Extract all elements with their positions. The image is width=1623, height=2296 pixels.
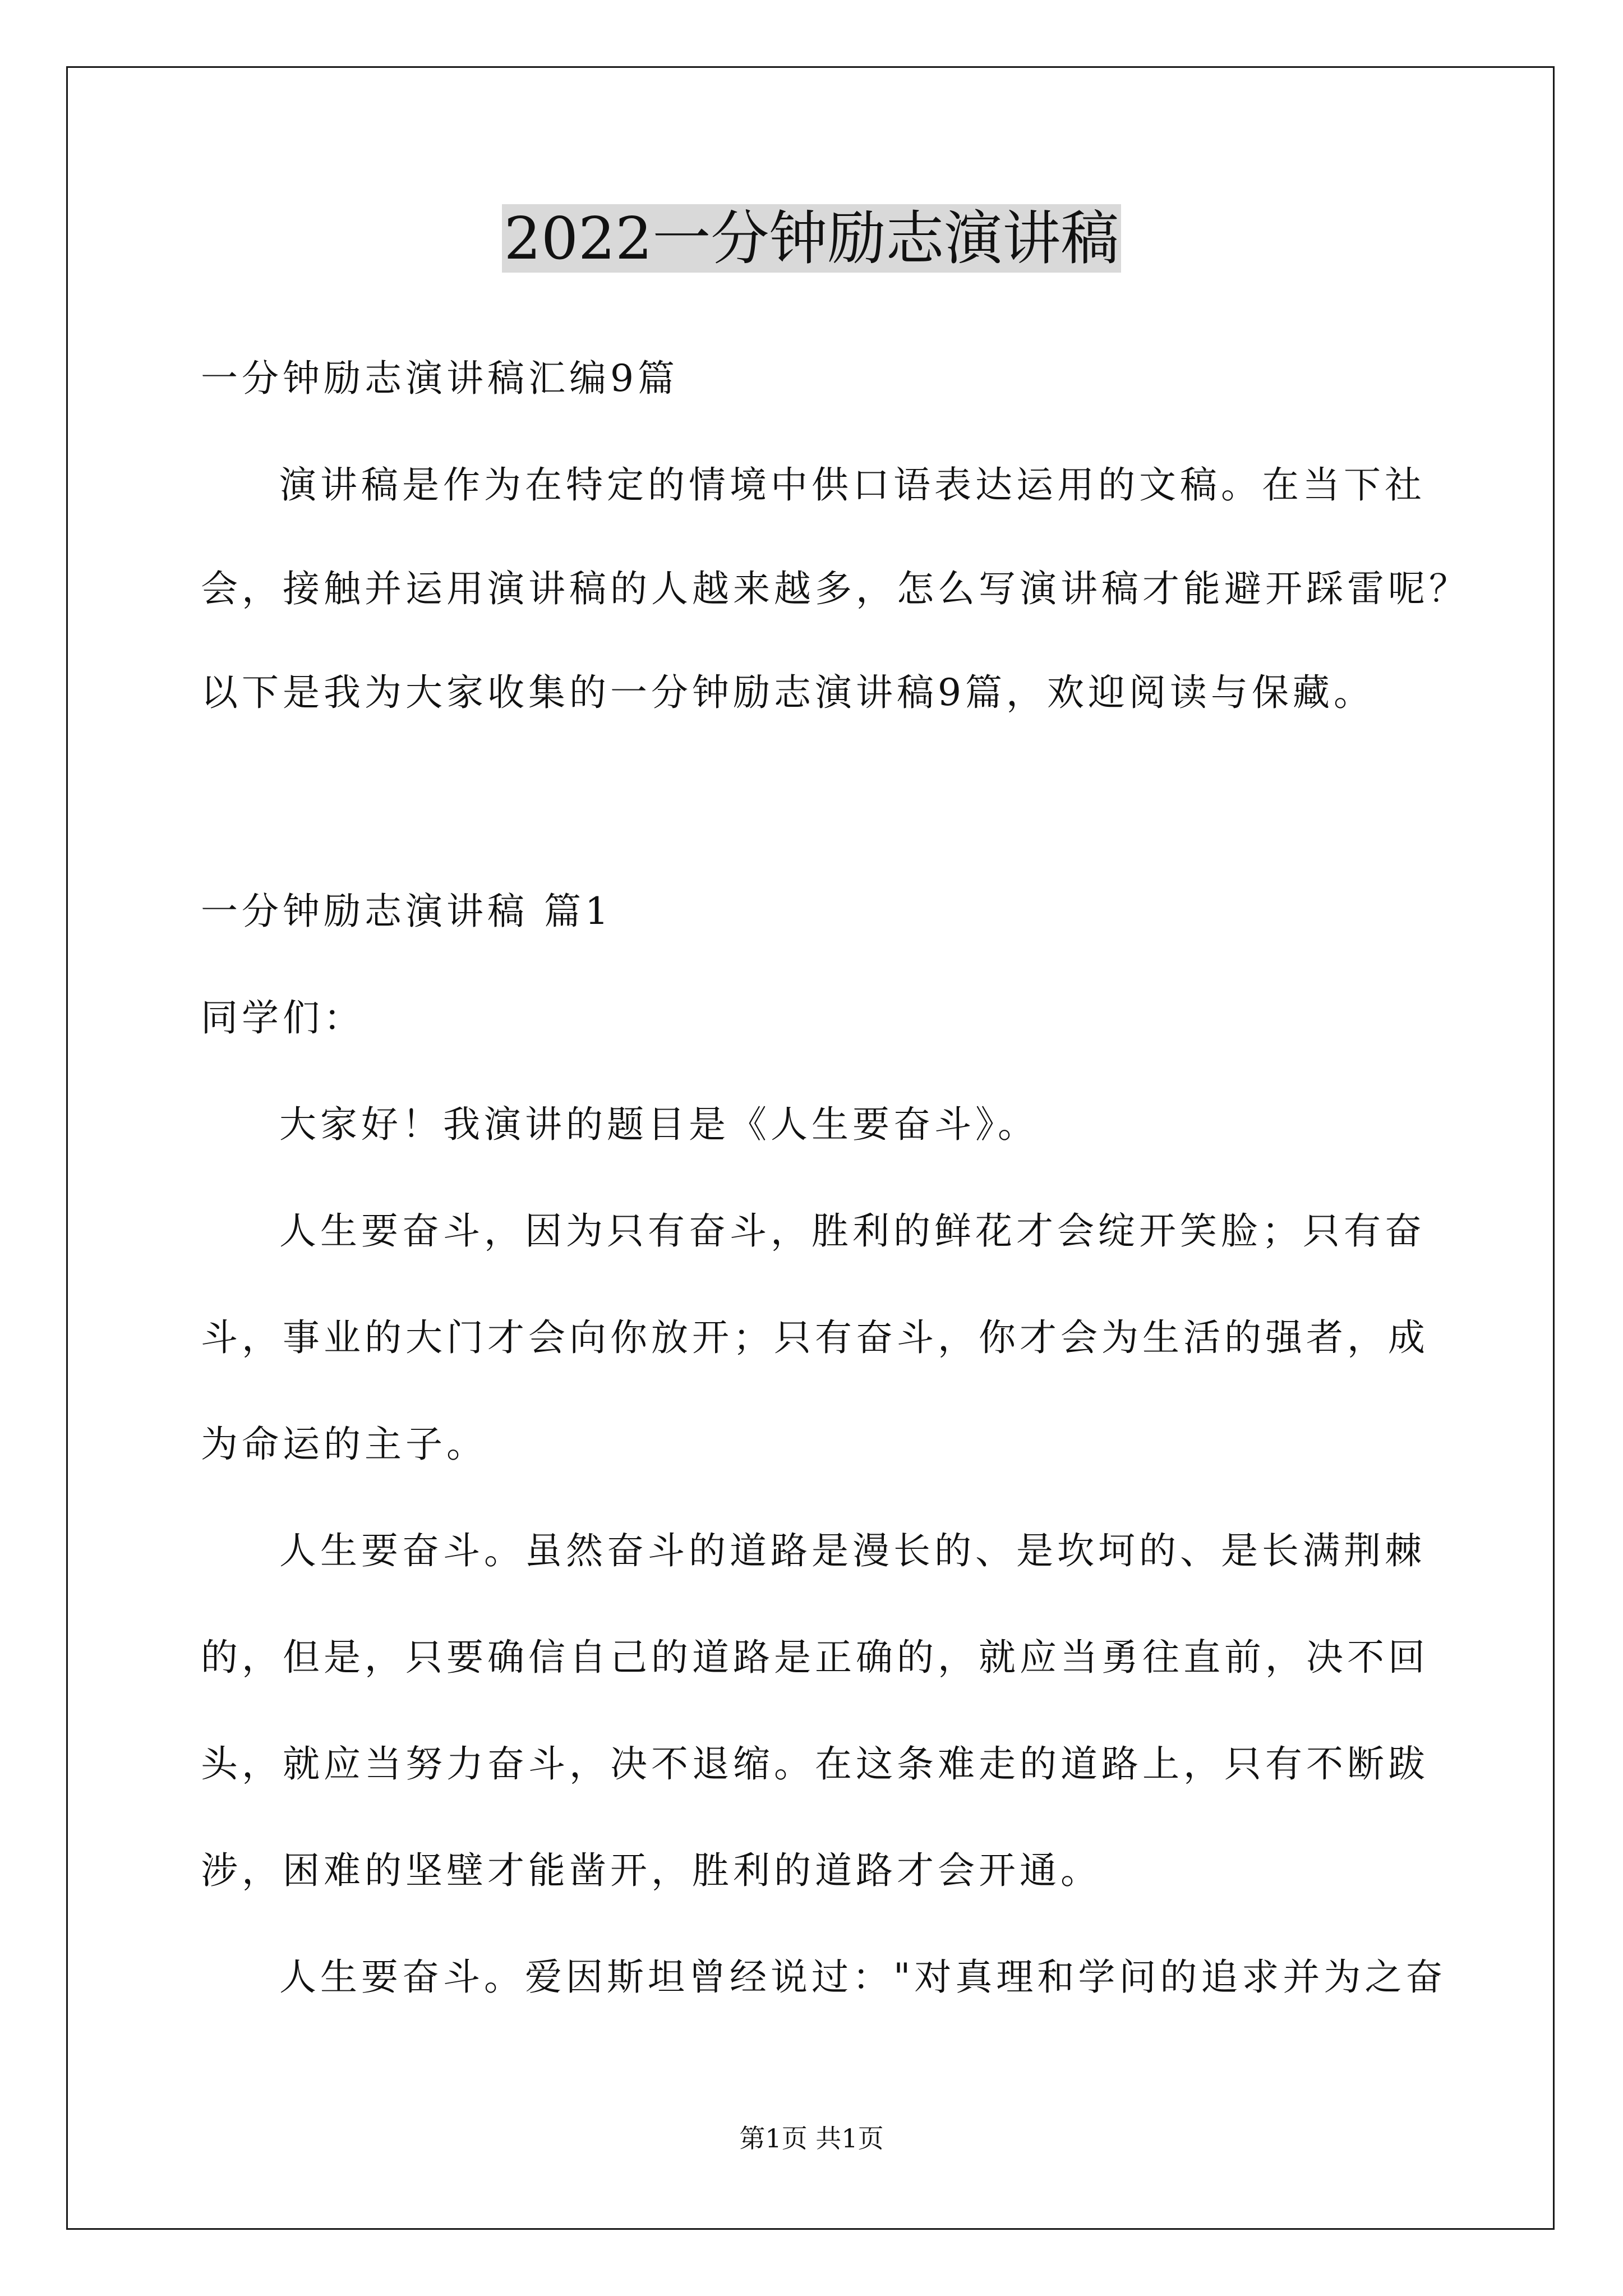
body-line-6: 的，但是，只要确信自己的道路是正确的，就应当勇往直前，决不回 xyxy=(201,1636,1429,1679)
page-footer: 第1页 共1页 xyxy=(739,2123,884,2154)
salutation: 同学们： xyxy=(201,996,365,1039)
intro-line-2: 会，接触并运用演讲稿的人越来越多，怎么写演讲稿才能避开踩雷呢？ xyxy=(201,567,1470,610)
body-line-2: 人生要奋斗，因为只有奋斗，胜利的鲜花才会绽开笑脸；只有奋 xyxy=(279,1209,1426,1253)
title-text: 2022一分钟励志演讲稿 xyxy=(502,204,1122,273)
body-line-1: 大家好！我演讲的题目是《人生要奋斗》。 xyxy=(279,1103,1039,1146)
section-heading: 一分钟励志演讲稿 篇1 xyxy=(201,890,612,933)
subtitle-line: 一分钟励志演讲稿汇编9篇 xyxy=(201,357,679,400)
intro-line-3: 以下是我为大家收集的一分钟励志演讲稿9篇，欢迎阅读与保藏。 xyxy=(201,671,1375,714)
body-line-9: 人生要奋斗。爱因斯坦曾经说过："对真理和学问的追求并为之奋 xyxy=(279,1955,1447,1999)
body-line-5: 人生要奋斗。虽然奋斗的道路是漫长的、是坎坷的、是长满荆棘 xyxy=(279,1529,1426,1572)
document-title xyxy=(0,199,1623,278)
body-line-8: 涉，困难的坚壁才能凿开，胜利的道路才会开通。 xyxy=(201,1849,1101,1892)
body-line-7: 头，就应当努力奋斗，决不退缩。在这条难走的道路上，只有不断跋 xyxy=(201,1742,1429,1786)
body-line-3: 斗，事业的大门才会向你放开；只有奋斗，你才会为生活的强者，成 xyxy=(201,1316,1429,1359)
intro-line-1: 演讲稿是作为在特定的情境中供口语表达运用的文稿。在当下社 xyxy=(279,463,1426,507)
body-line-4: 为命运的主子。 xyxy=(201,1423,487,1466)
